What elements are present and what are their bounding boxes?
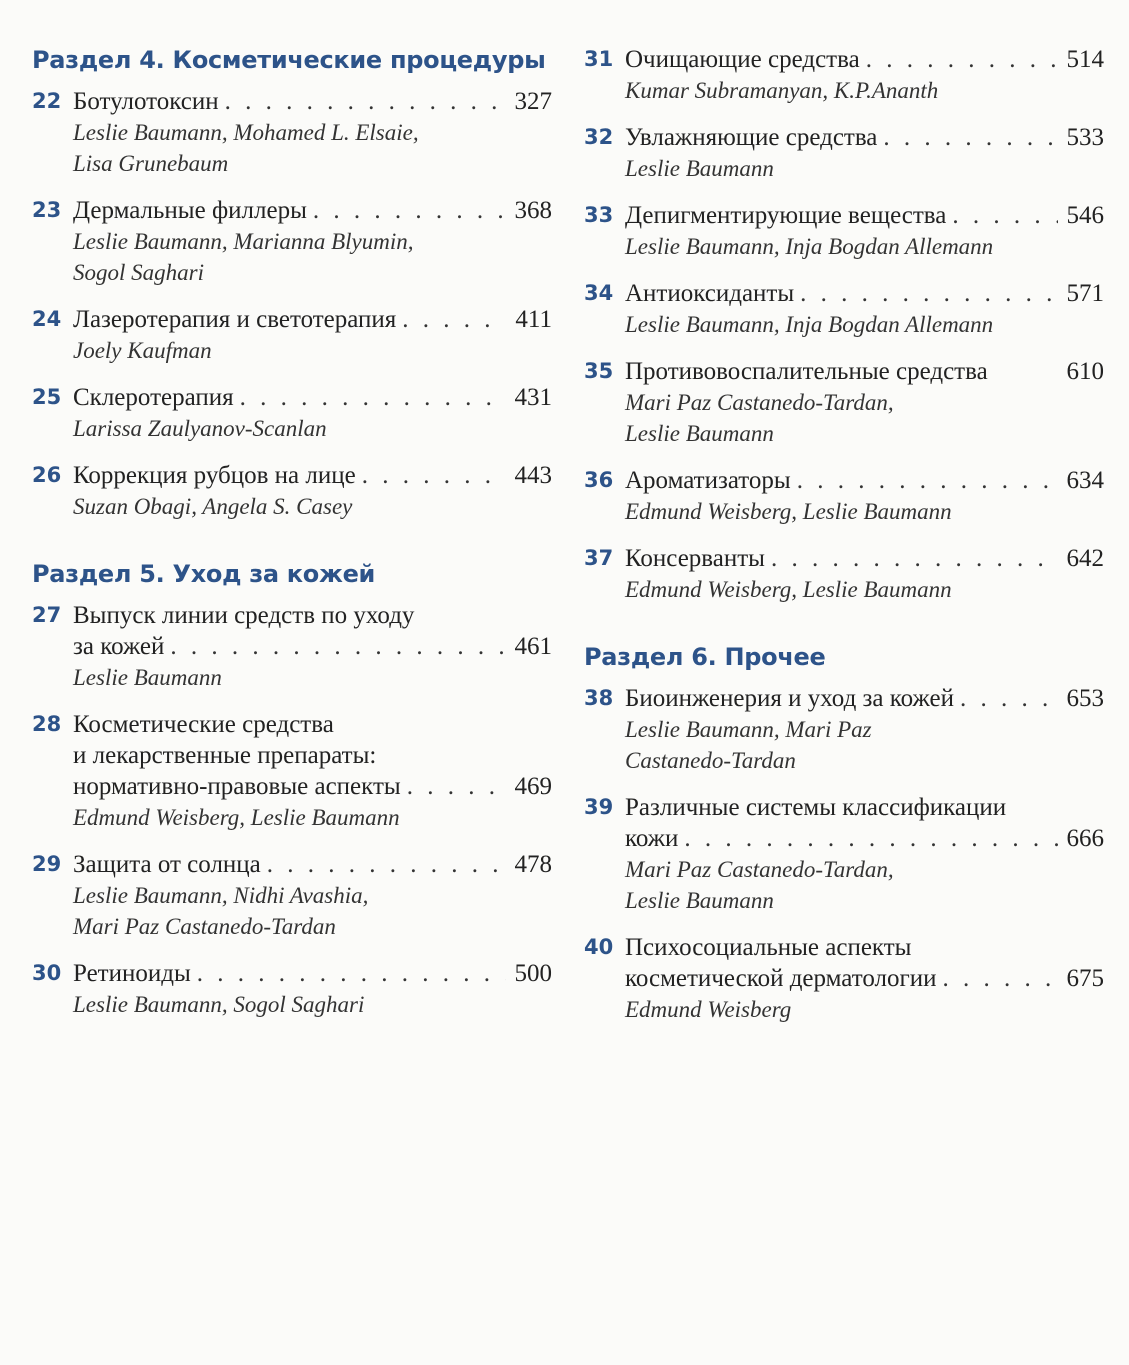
chapter-title-line (625, 823, 1104, 854)
chapter-title-line (625, 356, 1104, 387)
chapter-authors: Larissa Zaulyanov-Scanlan (73, 416, 327, 441)
toc-entry (32, 460, 552, 522)
toc-entry (584, 278, 1104, 340)
chapter-authors: Leslie Baumann, Mari Paz (625, 717, 872, 742)
chapter-title: Дермальные филлеры (73, 197, 307, 224)
dot-leader (197, 958, 506, 989)
toc-entry (32, 849, 552, 942)
toc-entry (584, 44, 1104, 106)
chapter-title: Очищающие средства (625, 46, 860, 73)
chapter-authors: Mari Paz Castanedo-Tardan, (625, 390, 894, 415)
chapter-number: 22 (32, 89, 62, 113)
chapter-number: 36 (584, 468, 614, 492)
chapter-number: 33 (584, 203, 614, 227)
dot-leader (960, 683, 1058, 714)
chapter-authors: Leslie Baumann (625, 888, 774, 913)
toc-entry (584, 465, 1104, 527)
chapter-title-line (625, 44, 1104, 75)
toc-entry (32, 600, 552, 693)
chapter-title-line (73, 382, 552, 413)
entry-body (73, 460, 552, 522)
entry-body (625, 200, 1104, 262)
entry-body (625, 465, 1104, 527)
chapter-number: 28 (32, 712, 62, 736)
chapter-number: 23 (32, 198, 62, 222)
chapter-authors: Edmund Weisberg (625, 997, 792, 1022)
dot-leader (797, 465, 1058, 496)
toc-entry (584, 683, 1104, 776)
toc-entry (32, 195, 552, 288)
chapter-authors: Kumar Subramanyan, K.P.Ananth (625, 78, 939, 103)
dot-leader (800, 278, 1058, 309)
page-number: 368 (514, 197, 552, 224)
chapter-authors: Lisa Grunebaum (73, 151, 229, 176)
chapter-authors: Leslie Baumann, Inja Bogdan Allemann (625, 312, 994, 337)
chapter-title-line: Выпуск линии средств по уходу (73, 602, 415, 629)
chapter-number: 29 (32, 852, 62, 876)
left-column (32, 44, 552, 1036)
chapter-title: Ароматизаторы (625, 467, 791, 494)
entry-body (625, 278, 1104, 340)
chapter-authors: Leslie Baumann (73, 665, 222, 690)
page-number: 666 (1066, 825, 1104, 852)
entry-body (625, 543, 1104, 605)
page-number: 500 (514, 960, 552, 987)
chapter-number: 27 (32, 603, 62, 627)
page-number: 546 (1066, 202, 1104, 229)
entry-body (73, 86, 552, 179)
chapter-title: за кожей (73, 633, 165, 660)
dot-leader (943, 963, 1059, 994)
toc-entry (584, 200, 1104, 262)
entry-body (625, 122, 1104, 184)
entry-body (625, 683, 1104, 776)
dot-leader (362, 460, 506, 491)
chapter-title: Противовоспалительные средства (625, 358, 988, 385)
chapter-title: Ботулотоксин (73, 88, 219, 115)
toc-entry (32, 382, 552, 444)
chapter-title-line (73, 304, 552, 335)
chapter-title-line (73, 849, 552, 880)
toc-entry (584, 932, 1104, 1025)
chapter-title-line (625, 200, 1104, 231)
chapter-authors: Edmund Weisberg, Leslie Baumann (73, 805, 400, 830)
chapter-title: кожи (625, 825, 679, 852)
dot-leader (771, 543, 1058, 574)
dot-leader (866, 44, 1058, 75)
chapter-number: 31 (584, 47, 614, 71)
chapter-authors: Edmund Weisberg, Leslie Baumann (625, 499, 952, 524)
chapter-title-line (625, 963, 1104, 994)
entry-body (625, 356, 1104, 449)
chapter-title-line: Различные системы классификации (625, 794, 1007, 821)
chapter-number: 37 (584, 546, 614, 570)
entry-body (73, 600, 552, 693)
page-number: 478 (514, 851, 552, 878)
chapter-title-line (625, 543, 1104, 574)
dot-leader (170, 631, 506, 662)
chapter-number: 26 (32, 463, 62, 487)
chapter-title: Ретиноиды (73, 960, 191, 987)
dot-leader (313, 195, 506, 226)
page-number: 431 (514, 384, 552, 411)
toc-entry (32, 304, 552, 366)
toc-entry (584, 792, 1104, 916)
chapter-title: Защита от солнца (73, 851, 261, 878)
chapter-title: Консерванты (625, 545, 765, 572)
entry-body (73, 958, 552, 1020)
chapter-authors: Leslie Baumann (625, 421, 774, 446)
chapter-authors: Leslie Baumann (625, 156, 774, 181)
chapter-title: Биоинженерия и уход за кожей (625, 685, 954, 712)
chapter-number: 30 (32, 961, 62, 985)
chapter-authors: Leslie Baumann, Sogol Saghari (73, 992, 365, 1017)
dot-leader (407, 771, 506, 802)
entry-body (73, 849, 552, 942)
chapter-number: 24 (32, 307, 62, 331)
chapter-authors: Edmund Weisberg, Leslie Baumann (625, 577, 952, 602)
chapter-title: Коррекция рубцов на лице (73, 462, 356, 489)
dot-leader (883, 122, 1058, 153)
toc-entry (584, 543, 1104, 605)
chapter-title-line (73, 86, 552, 117)
chapter-title-line (625, 122, 1104, 153)
chapter-authors: Castanedo-Tardan (625, 748, 796, 773)
chapter-authors: Joely Kaufman (73, 338, 212, 363)
toc-entry (584, 356, 1104, 449)
chapter-authors: Mari Paz Castanedo-Tardan, (625, 857, 894, 882)
chapter-title: косметической дерматологии (625, 965, 937, 992)
chapter-number: 34 (584, 281, 614, 305)
dot-leader (240, 382, 506, 413)
page-number: 461 (514, 633, 552, 660)
chapter-title-line (73, 771, 552, 802)
entry-body (625, 792, 1104, 916)
dot-leader (952, 200, 1058, 231)
chapter-title: нормативно-правовые аспекты (73, 773, 401, 800)
toc-entry (32, 958, 552, 1020)
entry-body (625, 932, 1104, 1025)
page-number: 327 (514, 88, 552, 115)
chapter-title-line (73, 195, 552, 226)
page-number: 469 (514, 773, 552, 800)
chapter-title-line (73, 460, 552, 491)
dot-leader (684, 823, 1058, 854)
page-number: 653 (1066, 685, 1104, 712)
chapter-number: 32 (584, 125, 614, 149)
dot-leader (225, 86, 506, 117)
chapter-authors: Leslie Baumann, Mohamed L. Elsaie, (73, 120, 419, 145)
chapter-title-line (73, 631, 552, 662)
entry-body (73, 709, 552, 833)
chapter-title-line: Психосоциальные аспекты (625, 934, 912, 961)
dot-leader (402, 304, 506, 335)
page-number: 514 (1066, 46, 1104, 73)
toc-entry (32, 86, 552, 179)
toc-entry (32, 709, 552, 833)
chapter-title-line: и лекарственные препараты: (73, 742, 377, 769)
entry-body (73, 304, 552, 366)
chapter-authors: Suzan Obagi, Angela S. Casey (73, 494, 353, 519)
chapter-title: Увлажняющие средства (625, 124, 878, 151)
section-gap (584, 621, 1104, 641)
page-number: 443 (514, 462, 552, 489)
page-number: 610 (1066, 358, 1104, 385)
page-number: 571 (1066, 280, 1104, 307)
chapter-authors: Leslie Baumann, Marianna Blyumin, (73, 229, 414, 254)
chapter-title: Депигментирующие вещества (625, 202, 947, 229)
section-title: Раздел 4. Косметические процедуры (32, 46, 546, 74)
section-title: Раздел 6. Прочее (584, 643, 826, 671)
chapter-authors: Mari Paz Castanedo-Tardan (73, 914, 336, 939)
chapter-number: 25 (32, 385, 62, 409)
chapter-number: 38 (584, 686, 614, 710)
chapter-authors: Leslie Baumann, Nidhi Avashia, (73, 883, 369, 908)
chapter-title-line (625, 683, 1104, 714)
page-number: 642 (1066, 545, 1104, 572)
chapter-title-line (625, 465, 1104, 496)
chapter-title-line: Косметические средства (73, 711, 334, 738)
chapter-title: Антиоксиданты (625, 280, 795, 307)
chapter-authors: Leslie Baumann, Inja Bogdan Allemann (625, 234, 994, 259)
page-number: 533 (1066, 124, 1104, 151)
page-number: 634 (1066, 467, 1104, 494)
toc-entry (584, 122, 1104, 184)
chapter-title: Склеротерапия (73, 384, 234, 411)
chapter-title: Лазеротерапия и светотерапия (73, 306, 397, 333)
section-title: Раздел 5. Уход за кожей (32, 560, 376, 588)
chapter-number: 40 (584, 935, 614, 959)
chapter-title-line (625, 278, 1104, 309)
entry-body (73, 382, 552, 444)
section-gap (32, 538, 552, 558)
page-number: 675 (1066, 965, 1104, 992)
chapter-authors: Sogol Saghari (73, 260, 204, 285)
chapter-title-line (73, 958, 552, 989)
page-number: 411 (515, 306, 552, 333)
chapter-number: 39 (584, 795, 614, 819)
chapter-number: 35 (584, 359, 614, 383)
dot-leader (267, 849, 506, 880)
entry-body (73, 195, 552, 288)
entry-body (625, 44, 1104, 106)
right-column (584, 44, 1104, 1041)
